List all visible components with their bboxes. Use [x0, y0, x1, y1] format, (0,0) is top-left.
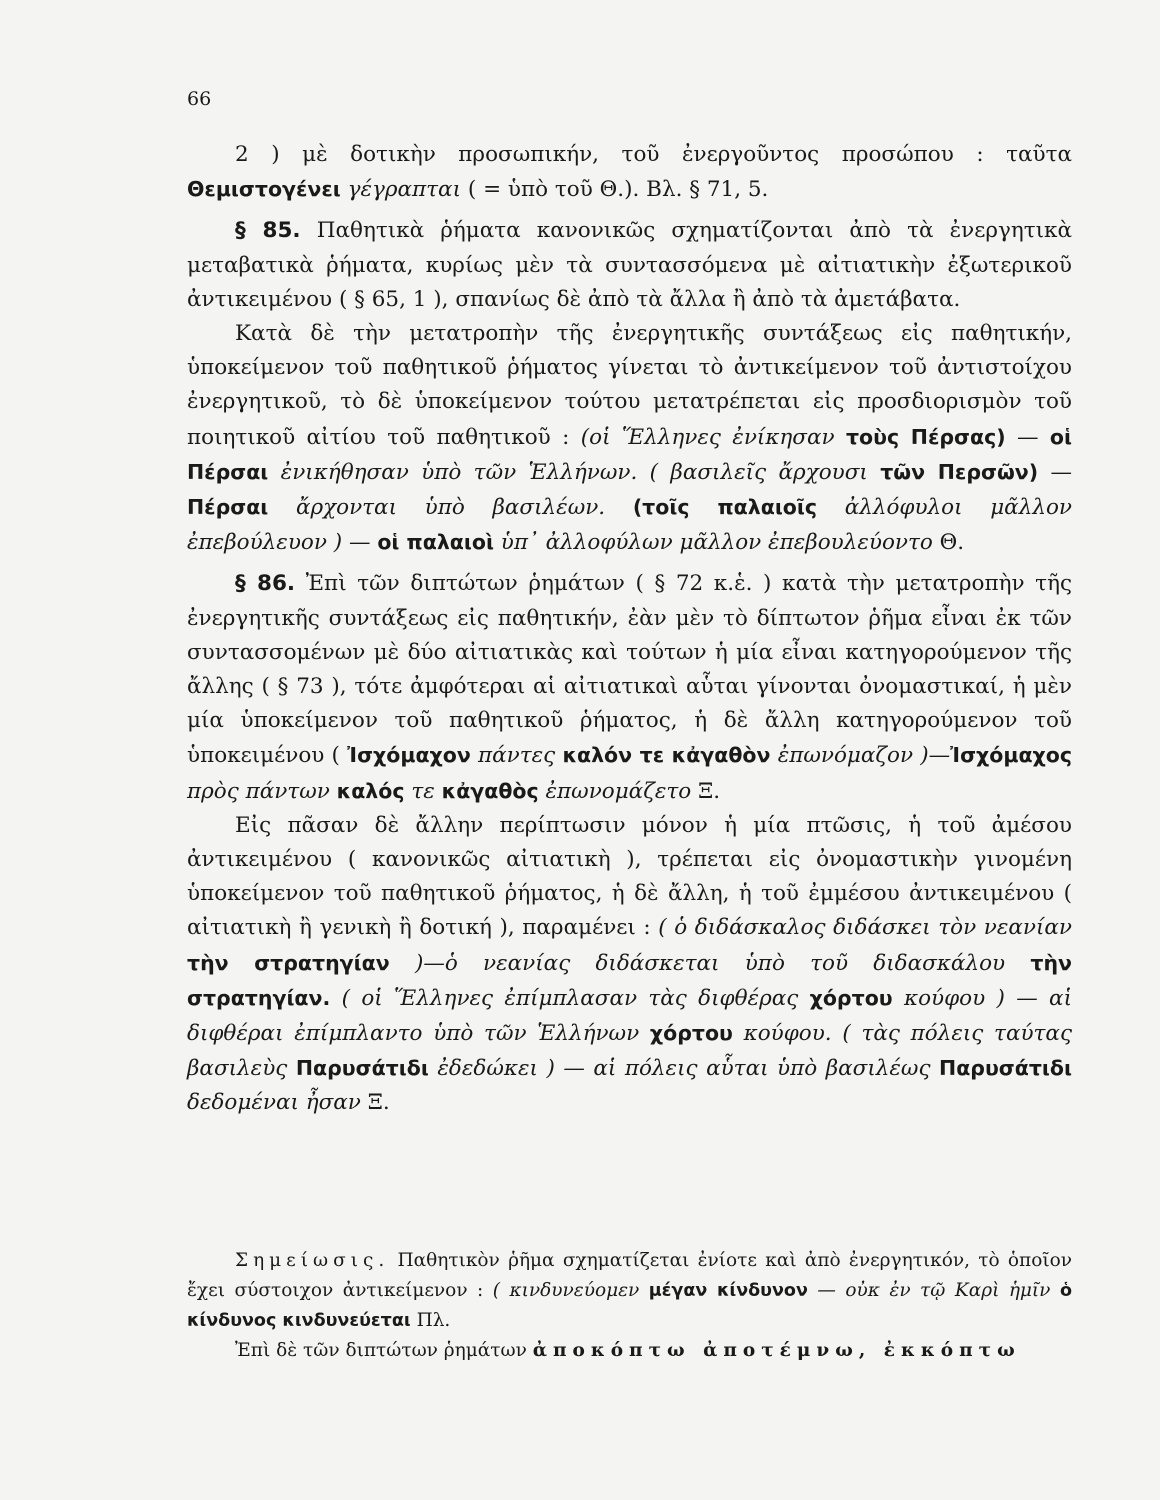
- footnote: [187, 1246, 1072, 1366]
- note-paragraph: Σημείωσις. Παθητικὸν ῥῆμα σχηματίζεται ἐνίοτε καὶ ἀπὸ ἐνεργητικόν, τὸ ὁποῖον ἔχει σύστοιχον ἀντικείμενον : ( κινδυνεύομεν μέγαν κίνδυνον — οὐκ ἐν τῷ Καρὶ ἡμῖν ὁ κίνδυνος κινδυνεύεται Πλ.: [187, 1250, 1072, 1331]
- section-86-heading: § 86.: [235, 571, 296, 597]
- main-text: [187, 138, 1072, 1121]
- paragraph-dative: 2 ) μὲ δοτικὴν προσωπικήν, τοῦ ἐνεργοῦντος προσώπου : ταῦτα Θεμιστογένει γέγραπται ( = ὑπὸ τοῦ Θ.). Βλ. § 71, 5.: [187, 142, 1072, 203]
- note-second-line: Ἐπὶ δὲ τῶν διπτώτων ῥημάτων ἀποκόπτω ἀποτέμνω, ἐκκόπτω: [235, 1340, 1021, 1361]
- page-number: 66: [187, 88, 212, 110]
- section-86: § 86. Ἐπὶ τῶν διπτώτων ῥημάτων ( § 72 κ.ἑ. ) κατὰ τὴν μετατροπὴν τῆς ἐνεργητικῆς συντάξεως εἰς παθητικήν, ἐὰν μὲν τὸ δίπτωτον ῥῆμα εἶναι ἐκ τῶν συντασσομένων μὲ δύο αἰτιατικὰς καὶ τούτων ἡ μία εἶναι κατηγορούμενον τῆς ἄλλης ( § 73 ), τότε ἀμφότεραι αἱ αἰτιατικαὶ αὗται γίνονται ὀνομαστικαί, ἡ μὲν μία ὑποκείμενον τοῦ παθητικοῦ ῥήματος, ἡ δὲ ἄλλη κατηγορούμενον τοῦ ὑποκειμένου ( Ἰσχόμαχον πάντες καλόν τε κἀγαθὸν ἐπωνόμαζον )—Ἰσχόμαχος πρὸς πάντων καλός τε κἀγαθὸς ἐπωνομάζετο Ξ.: [187, 571, 1072, 804]
- section-85: § 85. Παθητικὰ ῥήματα κανονικῶς σχηματίζονται ἀπὸ τὰ ἐνεργητικὰ μεταβατικὰ ῥήματα, κυρίως μὲν τὰ συντασσόμενα μὲ αἰτιατικὴν ἐξωτερικοῦ ἀντικειμένου ( § 65, 1 ), σπανίως δὲ ἀπὸ τὰ ἄλλα ἢ ἀπὸ τὰ ἀμετάβατα.: [187, 218, 1072, 312]
- paragraph-conversion: Κατὰ δὲ τὴν μετατροπὴν τῆς ἐνεργητικῆς συντάξεως εἰς παθητικήν, ὑποκείμενον τοῦ παθητικοῦ ῥήματος γίνεται τὸ ἀντικείμενον τοῦ ἀντιστοίχου ἐνεργητικοῦ, τὸ δὲ ὑποκείμενον τούτου μετατρέπεται εἰς προσδιορισμὸν τοῦ ποιητικοῦ αἰτίου τοῦ παθητικοῦ : (οἱ Ἕλληνες ἐνίκησαν τοὺς Πέρσας) — οἱ Πέρσαι ἐνικήθησαν ὑπὸ τῶν Ἑλλήνων. ( βασιλεῖς ἄρχουσι τῶν Περσῶν) — Πέρσαι ἄρχονται ὑπὸ βασιλέων. (τοῖς παλαιοῖς ἀλλόφυλοι μᾶλλον ἐπεβούλευον ) — οἱ παλαιοὶ ὑπ᾽ ἀλλοφύλων μᾶλλον ἐπεβουλεύοντο Θ.: [187, 321, 1072, 556]
- note-label: Σημείωσις.: [235, 1250, 390, 1271]
- section-85-heading: § 85.: [235, 218, 301, 244]
- paragraph-other-cases: Εἰς πᾶσαν δὲ ἄλλην περίπτωσιν μόνον ἡ μία πτῶσις, ἡ τοῦ ἀμέσου ἀντικειμένου ( κανονικῶς αἰτιατικὴ ), τρέπεται εἰς ὀνομαστικὴν γινομένη ὑποκείμενον τοῦ παθητικοῦ ῥήματος, ἡ δὲ ἄλλη, ἡ τοῦ ἐμμέσου ἀντικειμένου ( αἰτιατικὴ ἢ γενικὴ ἢ δοτική ), παραμένει : ( ὁ διδάσκαλος διδάσκει τὸν νεανίαν τὴν στρατηγίαν )—ὁ νεανίας διδάσκεται ὑπὸ τοῦ διδασκάλου τὴν στρατηγίαν. ( οἱ Ἕλληνες ἐπίμπλασαν τὰς διφθέρας χόρτου κούφου ) — αἱ διφθέραι ἐπίμπλαντο ὑπὸ τῶν Ἑλλήνων χόρτου κούφου. ( τὰς πόλεις ταύτας βασιλεὺς Παρυσάτιδι ἐδεδώκει ) — αἱ πόλεις αὗται ὑπὸ βασιλέως Παρυσάτιδι δεδομέναι ἦσαν Ξ.: [187, 812, 1072, 1116]
